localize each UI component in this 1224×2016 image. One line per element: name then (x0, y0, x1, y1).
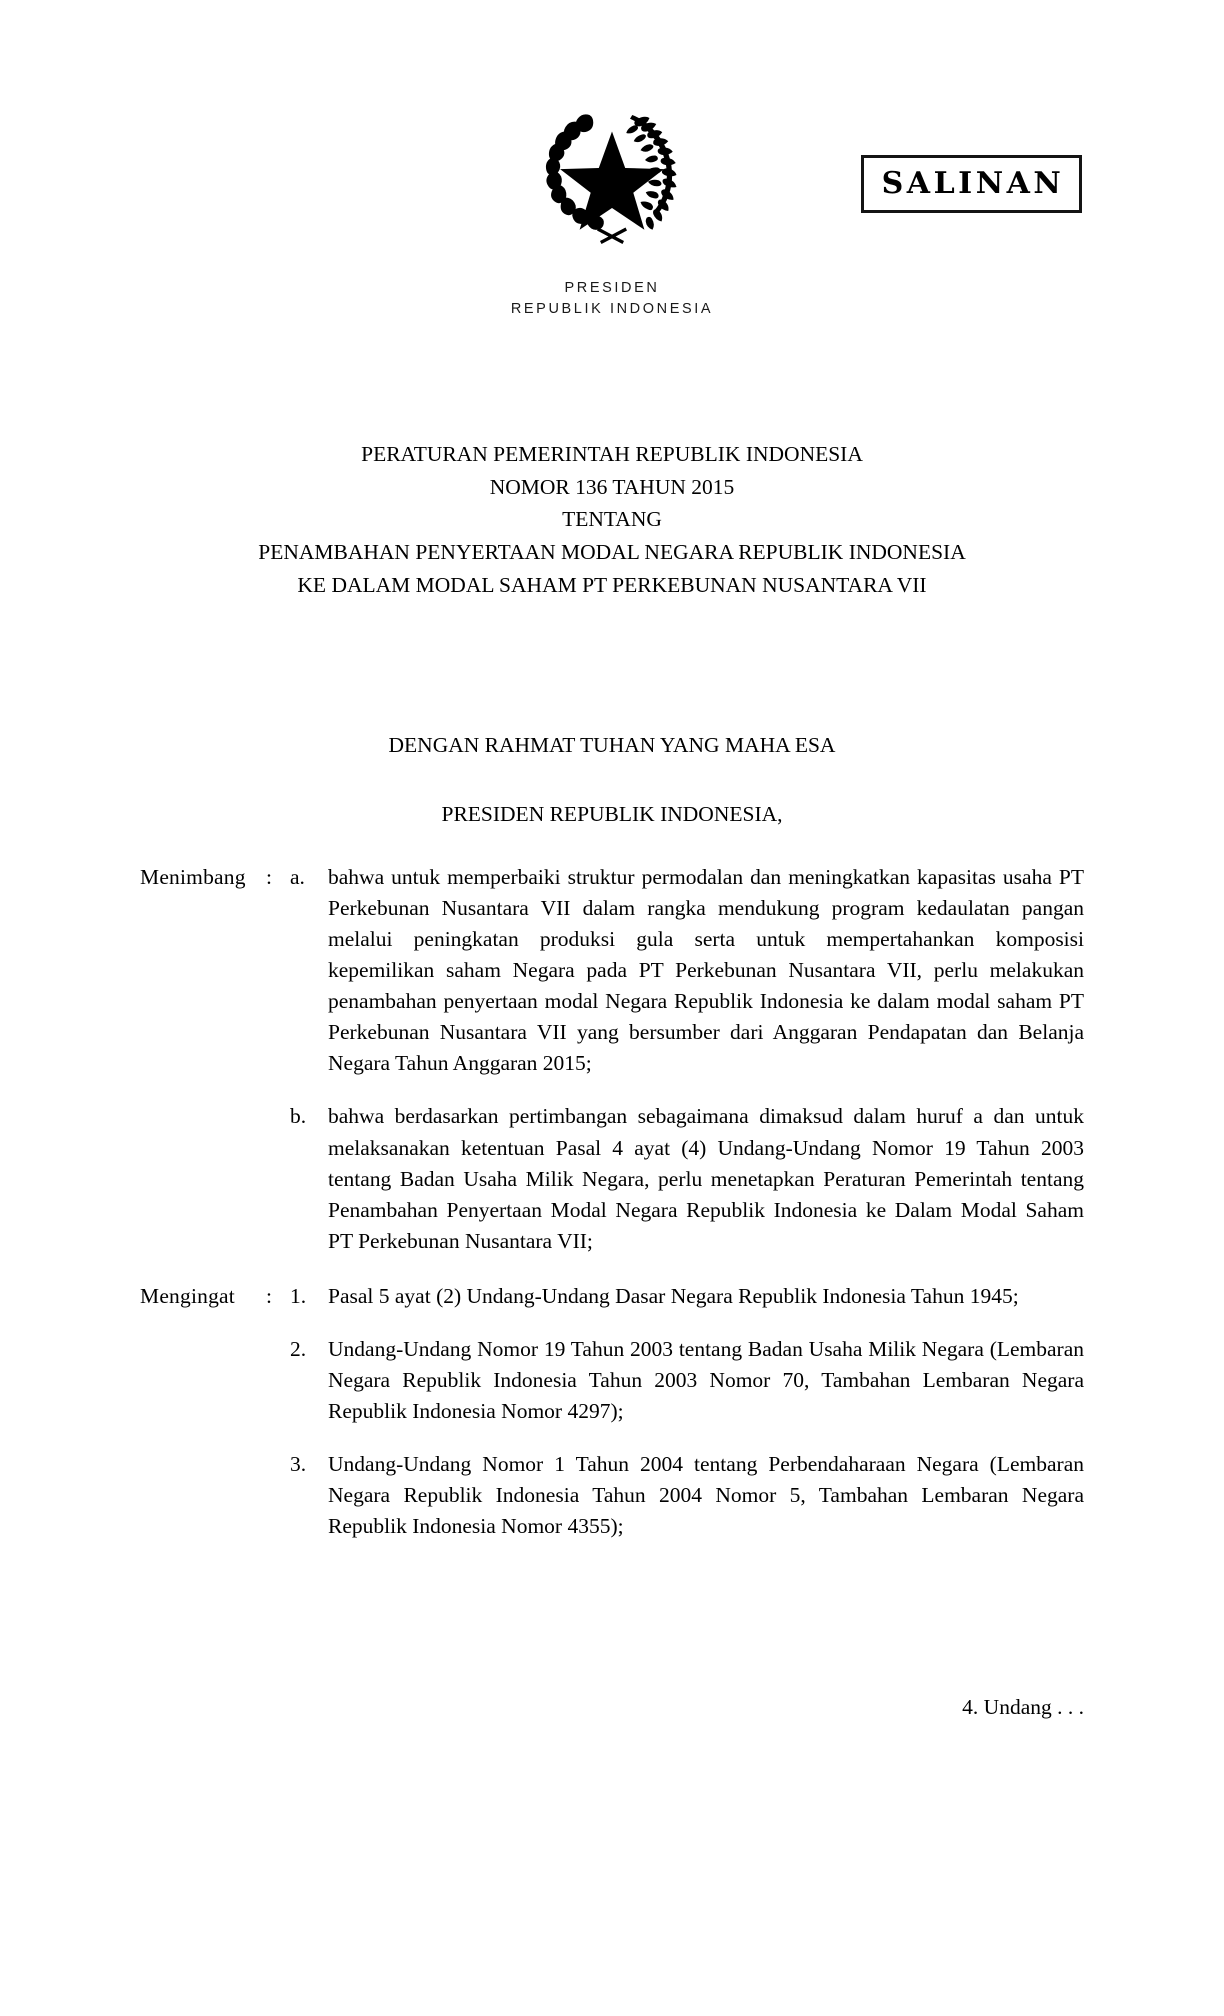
mengingat-item-2 (140, 1334, 1084, 1427)
menimbang-item-b (140, 1101, 1084, 1256)
mengingat-marker-2: 2. (290, 1336, 307, 1361)
title-line-number: NOMOR 136 TAHUN 2015 (489, 474, 735, 499)
title-line-subject-2: KE DALAM MODAL SAHAM PT PERKEBUNAN NUSANTARA VII (297, 572, 927, 597)
menimbang-colon: : (266, 865, 272, 889)
invocation-president: PRESIDEN REPUBLIK INDONESIA, (441, 802, 783, 826)
clause-group-gap (140, 1257, 1084, 1281)
title-line-subject-1: PENAMBAHAN PENYERTAAN MODAL NEGARA REPUBLIK INDONESIA (258, 540, 966, 565)
menimbang-marker-b: b. (290, 1104, 307, 1129)
mengingat-item-3 (140, 1449, 1084, 1542)
invocation-blessing: DENGAN RAHMAT TUHAN YANG MAHA ESA (388, 733, 836, 757)
title-line-tentang: TENTANG (562, 507, 662, 532)
indonesian-presidential-emblem-icon (537, 100, 687, 250)
menimbang-label: Menimbang (140, 865, 246, 889)
menimbang-spacer (140, 1079, 1084, 1101)
salinan-stamp-label: SALINAN (881, 166, 1065, 201)
mengingat-marker-1: 1. (290, 1283, 307, 1308)
mengingat-spacer-2 (140, 1427, 1084, 1449)
mengingat-text-1: Pasal 5 ayat (2) Undang-Undang Dasar Negara Republik Indonesia Tahun 1945; (328, 1283, 1019, 1308)
invocation-block (0, 733, 1224, 827)
mengingat-text-3: Undang-Undang Nomor 1 Tahun 2004 tentang Perbendaharaan Negara (Lembaran Negara Republik Indonesia Tahun 2004 Nomor 5, Tambahan Lembaran Negara Republik Indonesia Nomor 4355); (328, 1452, 1084, 1539)
mengingat-colon: : (266, 1283, 272, 1308)
title-line-regulation: PERATURAN PEMERINTAH REPUBLIK INDONESIA (361, 442, 863, 466)
salinan-stamp (861, 155, 1082, 213)
mengingat-marker-3: 3. (290, 1452, 307, 1476)
mengingat-group (140, 1281, 1084, 1542)
presiden-republik-indonesia-heading (0, 278, 1224, 319)
mengingat-text-2: Undang-Undang Nomor 19 Tahun 2003 tentang Badan Usaha Milik Negara (Lembaran Negara Republik Indonesia Tahun 2003 Nomor 70, Tambahan Lembaran Negara Republik Indonesia Nomor 4297); (328, 1336, 1084, 1423)
menimbang-group (140, 862, 1084, 1257)
mengingat-item-1 (140, 1281, 1084, 1312)
menimbang-marker-a: a. (290, 865, 305, 889)
masthead (0, 100, 1224, 340)
mengingat-spacer-1 (140, 1312, 1084, 1334)
page-continuation-marker: 4. Undang . . . (962, 1695, 1084, 1719)
clauses-container (140, 862, 1084, 1542)
menimbang-item-a (140, 862, 1084, 1079)
document-title-block (0, 438, 1224, 601)
mengingat-label: Mengingat (140, 1283, 235, 1308)
presiden-line-1: PRESIDEN (564, 280, 660, 296)
presiden-line-2: REPUBLIK INDONESIA (510, 300, 714, 317)
menimbang-text-a: bahwa untuk memperbaiki struktur permodalan dan meningkatkan kapasitas usaha PT Perkebunan Nusantara VII dalam rangka mendukung program kedaulatan pangan melalui peningkatan produksi gula serta untuk mempertahankan komposisi kepemilikan saham Negara pada PT Perkebunan Nusantara VII, perlu melakukan penambahan penyertaan modal Negara Republik Indonesia ke dalam modal saham PT Perkebunan Nusantara VII yang bersumber dari Anggaran Pendapatan dan Belanja Negara Tahun Anggaran 2015; (328, 865, 1084, 1076)
menimbang-text-b: bahwa berdasarkan pertimbangan sebagaimana dimaksud dalam huruf a dan untuk melaksanakan ketentuan Pasal 4 ayat (4) Undang-Undang Nomor 19 Tahun 2003 tentang Badan Usaha Milik Negara, perlu menetapkan Peraturan Pemerintah tentang Penambahan Penyertaan Modal Negara Republik Indonesia ke Dalam Modal Saham PT Perkebunan Nusantara VII; (328, 1104, 1084, 1253)
